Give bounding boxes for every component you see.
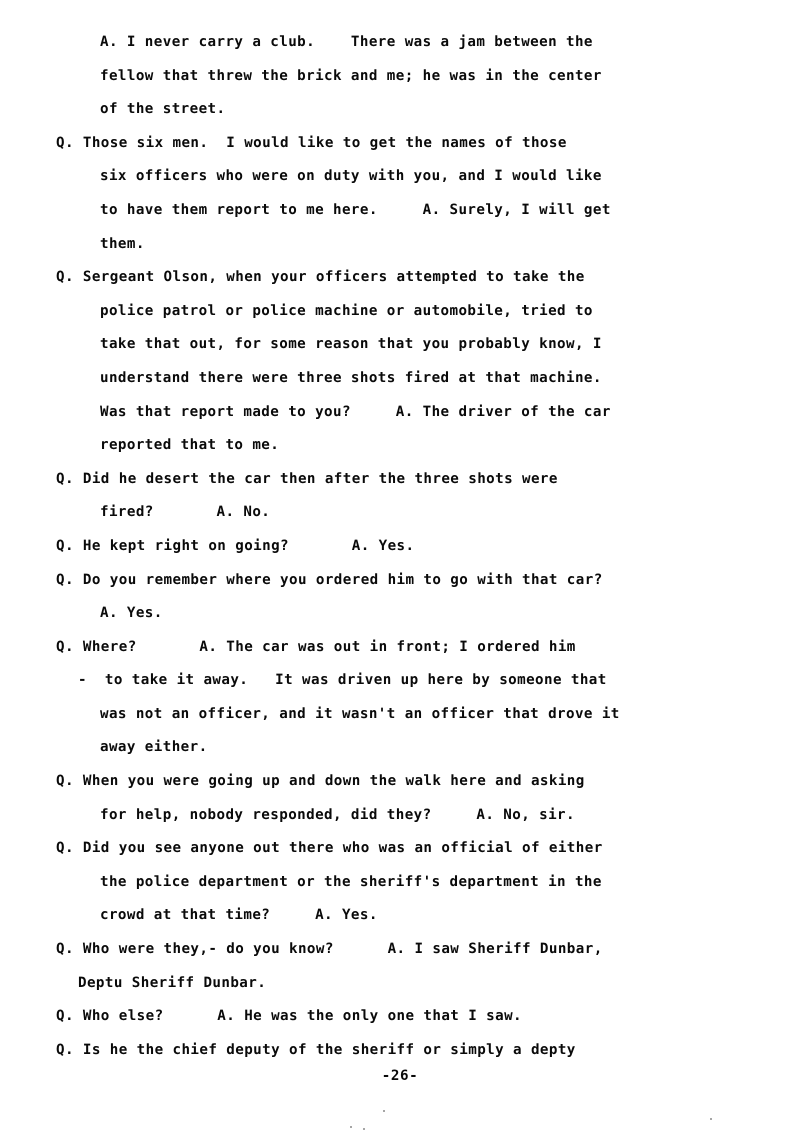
transcript-line: six officers who were on duty with you, and I would like xyxy=(100,168,602,185)
scan-speck xyxy=(383,1110,385,1112)
transcript-line: to have them report to me here. A. Surely, I will get xyxy=(100,201,611,218)
transcript-line: Q. Do you remember where you ordered him to go with that car? xyxy=(56,571,603,588)
transcript-line: Q. Who were they,- do you know? A. I saw Sheriff Dunbar, xyxy=(56,941,603,958)
transcript-line: reported that to me. xyxy=(100,437,280,454)
scan-speck xyxy=(350,1126,352,1128)
scan-speck xyxy=(710,1118,712,1120)
transcript-line: Deptu Sheriff Dunbar. xyxy=(78,974,267,991)
transcript-line: away either. xyxy=(100,739,208,756)
transcript-line: Q. Where? A. The car was out in front; I ordered him xyxy=(56,638,576,655)
transcript-line: crowd at that time? A. Yes. xyxy=(100,907,378,924)
scan-speck xyxy=(363,1128,365,1130)
transcript-line: for help, nobody responded, did they? A. No, sir. xyxy=(100,806,575,823)
transcript-line: A. I never carry a club. There was a jam between the xyxy=(100,34,593,50)
transcript-line: Was that report made to you? A. The driver of the car xyxy=(100,403,611,420)
transcript-line: Q. Did he desert the car then after the three shots were xyxy=(56,470,558,487)
transcript-line: Q. He kept right on going? A. Yes. xyxy=(56,537,415,554)
transcript-line: take that out, for some reason that you probably know, I xyxy=(100,336,602,353)
transcript-line: the police department or the sheriff's department in the xyxy=(100,873,602,890)
transcript-line: them. xyxy=(100,235,145,252)
transcript-line: fired? A. No. xyxy=(100,504,271,521)
transcript-line: Q. Those six men. I would like to get the names of those xyxy=(56,134,567,151)
transcript-line: - to take it away. It was driven up here by someone that xyxy=(78,672,607,689)
transcript-line: Q. Did you see anyone out there who was an official of either xyxy=(56,840,603,857)
transcript-line: understand there were three shots fired at that machine. xyxy=(100,369,602,386)
transcript-line: Q. When you were going up and down the walk here and asking xyxy=(56,773,585,790)
page-number: -26- xyxy=(381,1068,419,1084)
transcript-line: police patrol or police machine or automobile, tried to xyxy=(100,302,593,319)
transcript-line: of the street. xyxy=(100,101,226,118)
transcript-line: Q. Who else? A. He was the only one that I saw. xyxy=(56,1008,523,1025)
transcript-body xyxy=(56,26,756,1067)
transcript-line: Q. Is he the chief deputy of the sheriff or simply a depty xyxy=(56,1041,576,1058)
transcript-line: A. Yes. xyxy=(100,605,163,622)
transcript-line: was not an officer, and it wasn't an officer that drove it xyxy=(100,705,620,722)
transcript-line: Q. Sergeant Olson, when your officers attempted to take the xyxy=(56,269,585,286)
transcript-line: fellow that threw the brick and me; he was in the center xyxy=(100,67,602,84)
